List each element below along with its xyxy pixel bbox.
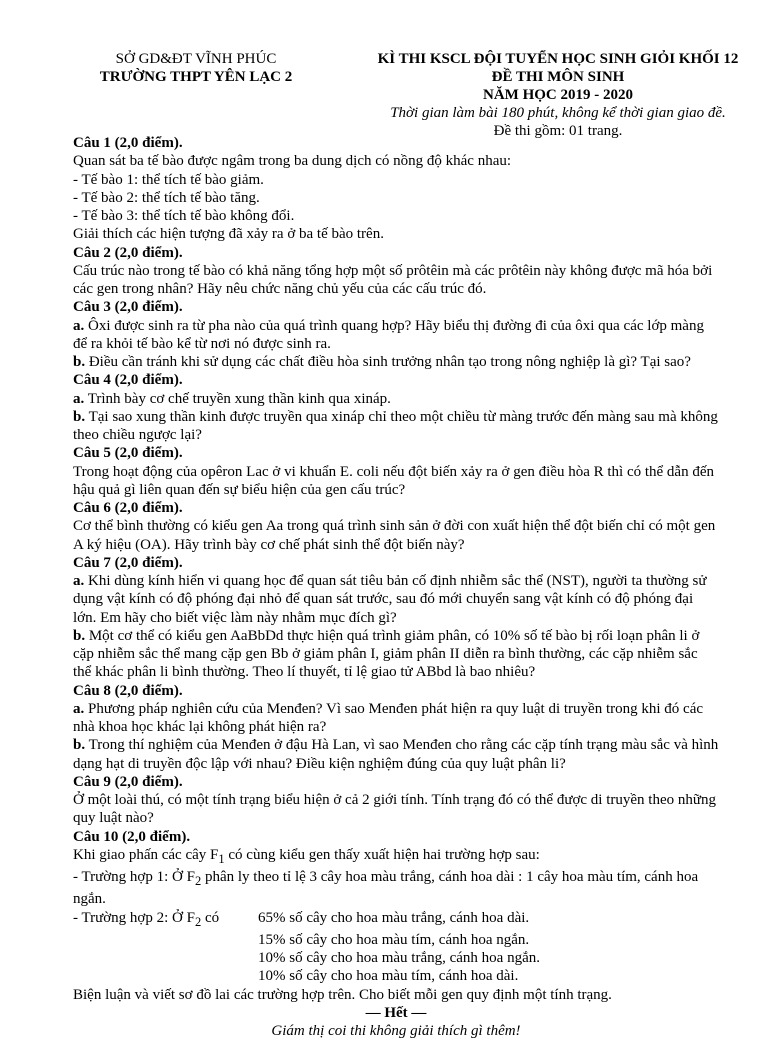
question-10-case-1: - Trường hợp 1: Ở $F_2$ phân ly theo tỉ lệ 3 cây hoa màu trắng, cánh hoa dài : 1 cây hoa màu tím, cánh hoa ngắn. <box>73 869 699 908</box>
part-b-text: Trong thí nghiệm của Menđen ở đậu Hà Lan, vì sao Menđen cho rằng các cặp tính trạng màu sắc và hình dạng hạt di truyền độc lập với nhau? Điều kiện nghiệm đúng của quy luật phân li? <box>73 737 719 772</box>
part-b-label: b. <box>73 737 86 754</box>
school-name: TRƯỜNG THPT YÊN LẠC 2 <box>99 69 293 85</box>
question-10-case-2 <box>73 909 719 931</box>
case-2-lead: - Trường hợp 2: Ở $F_2$ có <box>73 909 220 929</box>
question-7-part-b <box>73 627 719 682</box>
case-2-line: 65% số cây cho hoa màu trắng, cánh hoa dài. <box>258 909 530 926</box>
part-a-text: Ôxi được sinh ra từ pha nào của quá trình quang hợp? Hãy biểu thị đường đi của ôxi qua các lớp màng để ra khỏi tế bào kể từ nơi nó được sinh ra. <box>73 317 704 352</box>
question-7-part-a <box>73 572 719 627</box>
part-a-label: a. <box>73 317 85 334</box>
question-1-intro: Quan sát ba tế bào được ngâm trong ba dung dịch có nồng độ khác nhau: <box>73 153 512 170</box>
question-5-text: Trong hoạt động của opêron Lac ở vi khuẩn E. coli nếu đột biến xảy ra ở gen điều hòa R thì có thể dẫn đến hậu quả gì liên quan đến sự biểu hiện của gen cấu trúc? <box>73 463 714 498</box>
exam-title: KÌ THI KSCL ĐỘI TUYỂN HỌC SINH GIỎI KHỐI 12 <box>377 51 739 67</box>
header-right <box>352 50 764 140</box>
exam-body <box>73 134 719 1040</box>
question-10-intro: Khi giao phấn các cây $F_1$ có cùng kiểu gen thấy xuất hiện hai trường hợp sau: <box>73 846 540 866</box>
question-5-title: Câu 5 (2,0 điểm). <box>73 445 183 462</box>
question-1-ask: Giải thích các hiện tượng đã xảy ra ở ba tế bào trên. <box>73 226 384 243</box>
question-3-part-a <box>73 317 719 354</box>
school-year: NĂM HỌC 2019 - 2020 <box>483 87 633 103</box>
case-2-line: 10% số cây cho hoa màu tím, cánh hoa dài. <box>258 968 519 985</box>
case-2-line: 10% số cây cho hoa màu trắng, cánh hoa ngắn. <box>258 950 540 966</box>
question-10-ask: Biện luận và viết sơ đồ lai các trường hợp trên. Cho biết mỗi gen quy định một tính trạng. <box>73 986 612 1003</box>
question-8-part-a <box>73 700 719 737</box>
part-a-label: a. <box>73 390 85 407</box>
header-left <box>74 50 318 86</box>
question-4-part-b <box>73 408 719 445</box>
part-b-text: Một cơ thể có kiểu gen AaBbDd thực hiện quá trình giảm phân, có 10% số tế bào bị rối loạn phân li ở cặp nhiễm sắc thể mang cặp gen Bb ở giảm phân I, giảm phân II diễn ra bình thường, các cặp nhiễm sắc thể khác phân li bình thường. Theo lí thuyết, tỉ lệ giao tử ABbd là bao nhiêu? <box>73 627 700 681</box>
part-a-label: a. <box>73 573 85 589</box>
part-b-label: b. <box>73 408 86 425</box>
part-b-label: b. <box>73 627 86 644</box>
question-3-part-b <box>73 353 719 371</box>
question-7-title: Câu 7 (2,0 điểm). <box>73 554 183 571</box>
question-8-title: Câu 8 (2,0 điểm). <box>73 682 183 699</box>
part-b-text: Tại sao xung thần kinh được truyền qua xináp chỉ theo một chiều từ màng trước đến màng sau mà không theo chiều ngược lại? <box>73 408 718 443</box>
question-1-item: - Tế bào 3: thể tích tế bào không đổi. <box>73 208 295 224</box>
part-a-text: Khi dùng kính hiển vi quang học để quan sát tiêu bản cố định nhiễm sắc thể (NST), người ta thường sử dụng vật kính có độ phóng đại nhỏ để quan sát trước, sau đó mới chuyển sang vật kính có độ phóng đại lớn. Em hãy cho biết việc làm này nhằm mục đích gì? <box>73 573 707 626</box>
page-count: Đề thi gồm: 01 trang. <box>493 123 623 139</box>
part-a-label: a. <box>73 700 85 717</box>
question-6-text: Cơ thể bình thường có kiểu gen Aa trong quá trình sinh sản ở đời con xuất hiện thể đột biến chỉ có một gen A ký hiệu (OA). Hãy trình bày cơ chế phát sinh thể đột biến này? <box>73 518 716 553</box>
question-10-title: Câu 10 (2,0 điểm). <box>73 828 191 845</box>
question-1-title: Câu 1 (2,0 điểm). <box>73 135 183 151</box>
part-a-text: Trình bày cơ chế truyền xung thần kinh qua xináp. <box>87 390 391 407</box>
end-mark: — Hết — <box>365 1004 427 1021</box>
question-6-title: Câu 6 (2,0 điểm). <box>73 500 183 516</box>
question-9-title: Câu 9 (2,0 điểm). <box>73 773 183 790</box>
question-3-title: Câu 3 (2,0 điểm). <box>73 299 183 316</box>
question-4-part-a <box>73 390 719 408</box>
proctor-note: Giám thị coi thi không giải thích gì thêm! <box>271 1023 521 1039</box>
question-1-item: - Tế bào 2: thể tích tế bào tăng. <box>73 189 260 206</box>
part-a-text: Phương pháp nghiên cứu của Menđen? Vì sao Menđen phát hiện ra quy luật di truyền trong khi đó các nhà khoa học khác lại không phát hiện ra? <box>73 700 704 735</box>
question-2-text: Cấu trúc nào trong tế bào có khả năng tổng hợp một số prôtêin mà các prôtêin này không được mã hóa bởi các gen trong nhân? Hãy nêu chức năng chủ yếu của các cấu trúc đó. <box>73 262 713 297</box>
question-8-part-b <box>73 736 719 773</box>
part-b-text: Điều cần tránh khi sử dụng các chất điều hòa sinh trưởng nhân tạo trong nông nghiệp là gì? Tại sao? <box>88 354 691 370</box>
department-name: SỞ GD&ĐT VĨNH PHÚC <box>115 51 277 67</box>
question-9-text: Ở một loài thú, có một tính trạng biểu hiện ở cả 2 giới tính. Tính trạng đó có thể được di truyền theo những quy luật nào? <box>73 792 717 827</box>
question-1-item: - Tế bào 1: thể tích tế bào giảm. <box>73 171 264 188</box>
question-2-title: Câu 2 (2,0 điểm). <box>73 244 183 261</box>
time-note: Thời gian làm bài 180 phút, không kể thời gian giao đề. <box>390 105 726 121</box>
part-b-label: b. <box>73 354 86 370</box>
question-4-title: Câu 4 (2,0 điểm). <box>73 372 183 389</box>
subject-title: ĐỀ THI MÔN SINH <box>491 69 625 85</box>
case-2-line: 15% số cây cho hoa màu tím, cánh hoa ngắn. <box>258 931 530 948</box>
